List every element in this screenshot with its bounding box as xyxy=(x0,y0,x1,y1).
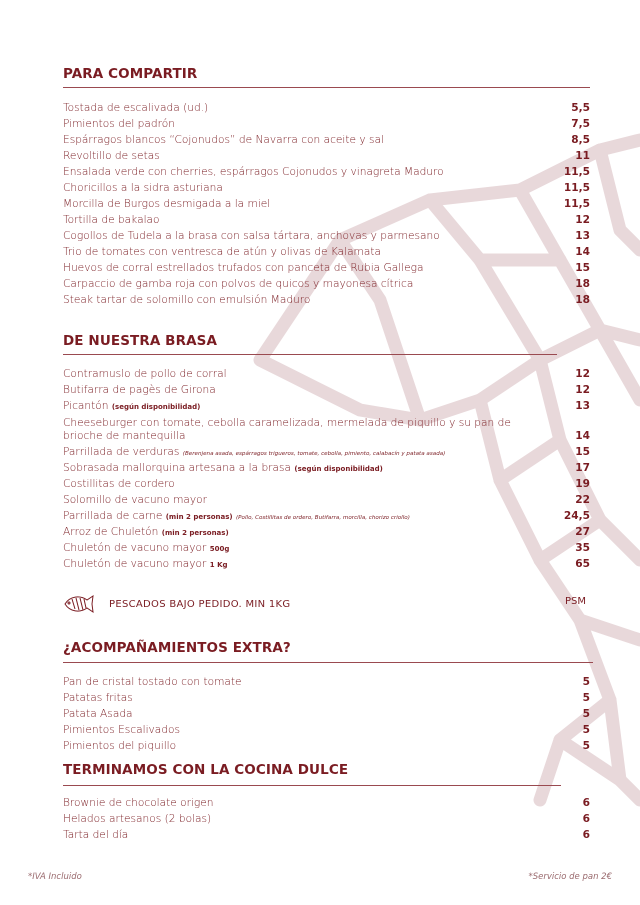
menu-item-name: Sobrasada mallorquina artesana a la brasa xyxy=(63,462,292,474)
menu-item-name: Huevos de corral estrellados trufados con panceta de Rubia Gallega xyxy=(63,262,424,274)
menu-item-name: Patatas fritas xyxy=(63,692,133,704)
menu-item-name: Morcilla de Burgos desmigada a la miel xyxy=(63,198,271,210)
menu-item-name: Arroz de Chuletón xyxy=(63,526,159,538)
menu-item-price: 11,5 xyxy=(563,182,590,194)
menu-item-price: 12 xyxy=(575,214,590,226)
section-divider xyxy=(63,354,557,355)
menu-item-name: Ensalada verde con cherries, espárragos Cojonudos y vinagreta Maduro xyxy=(63,166,444,178)
menu-item-line: Cheeseburger con tomate, cebolla caramelizada, mermelada de piquillo y su pan de xyxy=(63,417,511,429)
menu-item-name: Espárragos blancos “Cojonudos” de Navarra con aceite y sal xyxy=(63,134,384,146)
menu-item-name: Chuletón de vacuno mayor xyxy=(63,558,207,570)
menu-item-name: Tostada de escalivada (ud.) xyxy=(63,102,209,114)
menu-item-price: 11,5 xyxy=(563,198,590,210)
menu-item-price: 5,5 xyxy=(571,102,590,114)
menu-item-price: 18 xyxy=(575,294,590,306)
menu-item-note: (min 2 personas) xyxy=(165,513,233,521)
section-title-extra: ¿ACOMPAÑAMIENTOS EXTRA? xyxy=(63,640,291,656)
menu-item-price: 6 xyxy=(582,797,590,809)
menu-item xyxy=(63,510,410,525)
menu-item-price: 65 xyxy=(575,558,590,570)
menu-item-price: 22 xyxy=(575,494,590,506)
menu-item-price: 8,5 xyxy=(571,134,590,146)
menu-item-note: 1 Kg xyxy=(209,561,228,569)
menu-item-price: 12 xyxy=(575,368,590,380)
menu-item-price: 18 xyxy=(575,278,590,290)
menu-item xyxy=(63,400,200,414)
menu-item-price: 12 xyxy=(575,384,590,396)
menu-item-name xyxy=(63,417,533,443)
menu-item-name: Pimientos del padrón xyxy=(63,118,175,130)
menu-item-name: Carpaccio de gamba roja con polvos de quicos y mayonesa cítrica xyxy=(63,278,414,290)
menu-item xyxy=(63,526,229,540)
menu-item xyxy=(63,446,445,461)
section-divider xyxy=(63,87,590,88)
menu-item-price: 14 xyxy=(575,246,590,258)
menu-item-name: Contramuslo de pollo de corral xyxy=(63,368,227,380)
footer-tax-note: *IVA Incluido xyxy=(28,872,82,882)
menu-item-name: Butifarra de pagès de Girona xyxy=(63,384,216,396)
menu-item-price: 27 xyxy=(575,526,590,538)
menu-item-name: Steak tartar de solomillo con emulsión Maduro xyxy=(63,294,311,306)
menu-item-name: Costillitas de cordero xyxy=(63,478,175,490)
menu-item-price: 6 xyxy=(582,829,590,841)
menu-item-name: Brownie de chocolate origen xyxy=(63,797,214,809)
menu-item-name: Cogollos de Tudela a la brasa con salsa tártara, anchovas y parmesano xyxy=(63,230,440,242)
menu-item-line: brioche de mantequilla xyxy=(63,430,186,442)
menu-item-name: Pimientos Escalivados xyxy=(63,724,181,736)
menu-item-name: Patata Asada xyxy=(63,708,133,720)
menu-item xyxy=(63,558,228,572)
menu-item xyxy=(63,542,229,556)
menu-item-note: (según disponibilidad) xyxy=(294,465,383,473)
menu-item-name: Solomillo de vacuno mayor xyxy=(63,494,208,506)
fish-price: PSM xyxy=(564,596,586,607)
menu-item-price: 6 xyxy=(582,813,590,825)
menu-item-name: Picantón xyxy=(63,400,109,412)
menu-item-price: 11 xyxy=(575,150,590,162)
menu-item-name: Pimientos del piquillo xyxy=(63,740,177,752)
menu-item-name: Chuletón de vacuno mayor xyxy=(63,542,207,554)
menu-item-price: 11,5 xyxy=(563,166,590,178)
fish-icon xyxy=(63,593,95,615)
menu-item-price: 5 xyxy=(582,724,590,736)
menu-item-price: 5 xyxy=(582,692,590,704)
menu-item-price: 19 xyxy=(575,478,590,490)
section-title-brasa: DE NUESTRA BRASA xyxy=(63,333,217,349)
menu-item-price: 7,5 xyxy=(571,118,590,130)
section-title-dulce: TERMINAMOS CON LA COCINA DULCE xyxy=(63,762,349,778)
menu-item-price: 15 xyxy=(575,446,590,458)
menu-item-name: Parrillada de carne xyxy=(63,510,163,522)
fish-order-text: PESCADOS BAJO PEDIDO. MIN 1KG xyxy=(109,598,291,610)
menu-item-price: 5 xyxy=(582,676,590,688)
menu-item-price: 35 xyxy=(575,542,590,554)
fish-order-row xyxy=(63,593,290,615)
section-title-compartir: PARA COMPARTIR xyxy=(63,66,198,82)
menu-item-name: Helados artesanos (2 bolas) xyxy=(63,813,212,825)
menu-item-note: (según disponibilidad) xyxy=(111,403,201,411)
menu-item-name: Revoltillo de setas xyxy=(63,150,160,162)
menu-item-note: (min 2 personas) xyxy=(161,529,229,537)
menu-item-description: (Berenjena asada, espárragos trigueros, tomate, cebolla, pimiento, calabacín y patata asada) xyxy=(182,451,446,457)
menu-item-price: 17 xyxy=(575,462,590,474)
menu-item-name: Pan de cristal tostado con tomate xyxy=(63,676,242,688)
menu-item-description: (Pollo, Costillitas de ordero, Butifarra, morcilla, chorizo criollo) xyxy=(236,515,410,521)
menu-item-price: 24,5 xyxy=(563,510,590,522)
menu-item-price: 14 xyxy=(575,430,590,442)
menu-item-name: Choricillos a la sidra asturiana xyxy=(63,182,223,194)
section-divider xyxy=(63,785,561,786)
menu-item-name: Tarta del día xyxy=(63,829,129,841)
menu-item-name: Tortilla de bakalao xyxy=(63,214,160,226)
section-divider xyxy=(63,662,593,663)
menu-item-price: 15 xyxy=(575,262,590,274)
menu-item-name: Trio de tomates con ventresca de atún y olivas de Kalamata xyxy=(63,246,382,258)
menu-item-price: 13 xyxy=(575,400,590,412)
menu-item-name: Parrillada de verduras xyxy=(63,446,180,458)
menu-item-note: 500g xyxy=(209,545,230,553)
menu-item-price: 5 xyxy=(582,740,590,752)
menu-item xyxy=(63,462,383,476)
footer-bread-note: *Servicio de pan 2€ xyxy=(528,872,612,882)
menu-item-price: 13 xyxy=(575,230,590,242)
menu-item-price: 5 xyxy=(582,708,590,720)
